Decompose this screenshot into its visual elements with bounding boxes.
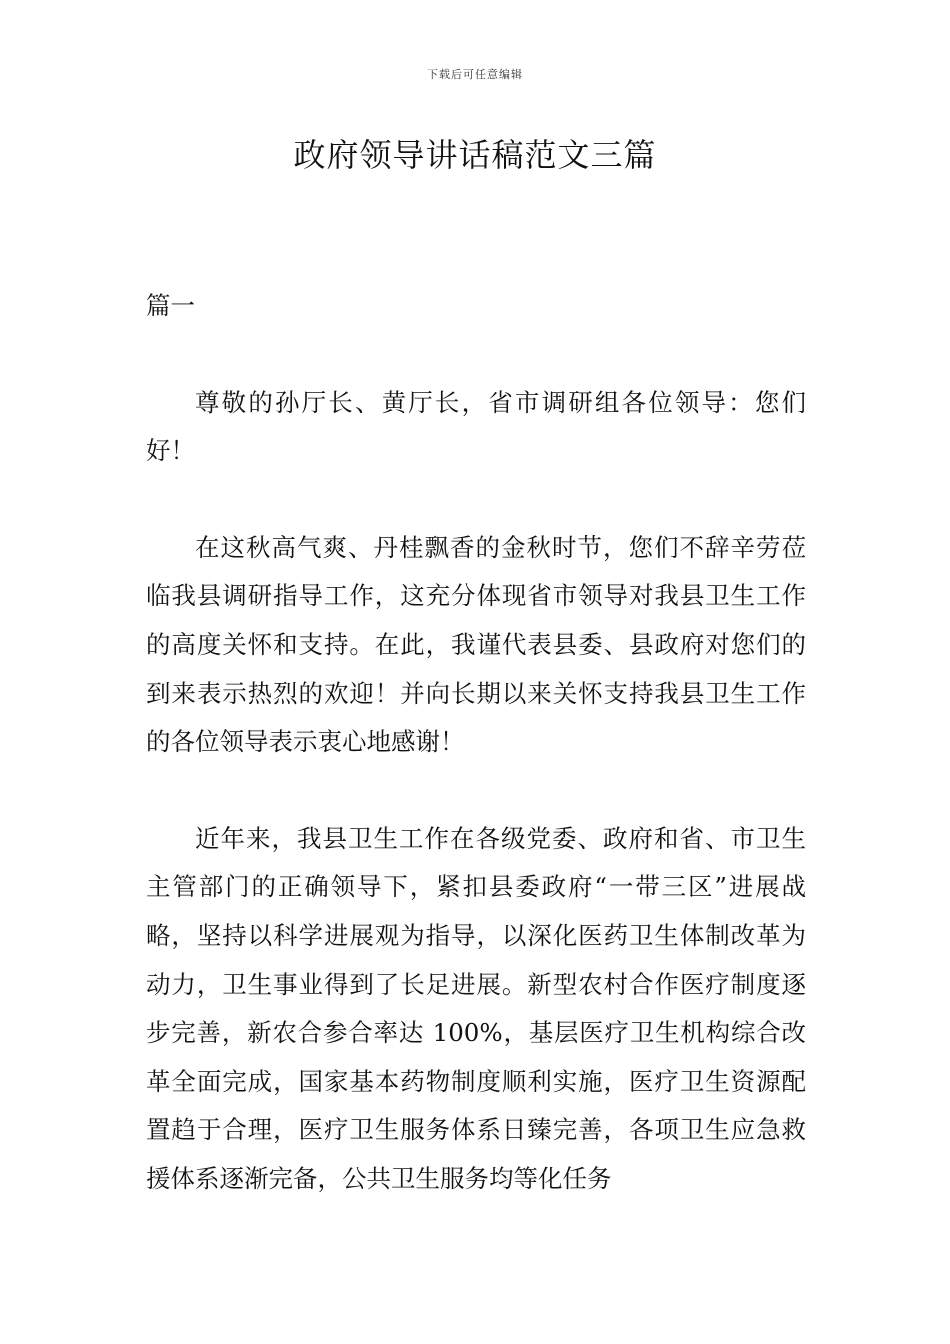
paragraph-progress: 近年来，我县卫生工作在各级党委、政府和省、市卫生主管部门的正确领导下，紧扣县委政府“一带三区”进展战略，坚持以科学进展观为指导，以深化医药卫生体制改革为动力，卫生事业得到了长足进展。新型农村合作医疗制度逐步完善，新农合参合率达 100%，基层医疗卫生机构综合改革全面完成，国家基本药物制度顺利实施，医疗卫生资源配置趋于合理，医疗卫生服务体系日臻完善，各项卫生应急救援体系逐渐完备，公共卫生服务均等化任务 [146,823,806,1193]
paragraph-welcome: 在这秋高气爽、丹桂飘香的金秋时节，您们不辞辛劳莅临我县调研指导工作，这充分体现省市领导对我县卫生工作的高度关怀和支持。在此，我谨代表县委、县政府对您们的到来表示热烈的欢迎！并向长期以来关怀支持我县卫生工作的各位领导表示衷心地感谢！ [146,532,806,757]
document-title: 政府领导讲话稿范文三篇 [293,136,657,174]
section-label: 篇一 [146,291,195,320]
header-note: 下载后可任意编辑 [427,68,523,81]
document-body [146,282,806,1252]
paragraph-greeting: 尊敬的孙厅长、黄厅长，省市调研组各位领导：您们好！ [146,387,806,466]
